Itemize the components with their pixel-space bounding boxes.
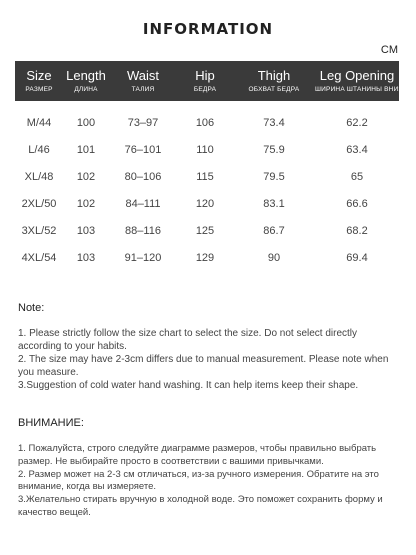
header-length-sublabel: ДЛИНА	[74, 86, 98, 93]
cell-thigh: 83.1	[263, 198, 285, 210]
cell-size: XL/48	[24, 171, 54, 183]
header-leg-opening-sublabel: ШИРИНА ШТАНИНЫ ВНИЗУ	[315, 86, 407, 93]
header-hip	[177, 61, 233, 101]
cell-leg-opening: 68.2	[346, 225, 368, 237]
note-body	[18, 327, 402, 392]
header-thigh-label: Thigh	[257, 68, 291, 83]
note-heading: Note:	[18, 302, 45, 314]
header-thigh-sublabel: ОБХВАТ БЕДРА	[248, 86, 300, 93]
page-title: INFORMATION	[142, 20, 274, 38]
header-length	[63, 61, 109, 101]
header-waist-label: Waist	[126, 68, 160, 83]
cell-waist: 84–111	[125, 198, 161, 210]
cell-length: 103	[76, 225, 96, 237]
cell-length: 103	[76, 252, 96, 264]
header-leg-opening-label: Leg Opening	[319, 68, 395, 83]
cell-length: 102	[76, 171, 96, 183]
table-row	[15, 142, 399, 169]
size-table-body	[15, 115, 399, 277]
cell-hip: 115	[196, 171, 214, 183]
note-item: 3.Suggestion of cold water hand washing. It can help items keep their shape.	[18, 380, 359, 391]
warning-heading: ВНИМАНИЕ:	[18, 417, 84, 429]
cell-leg-opening: 69.4	[346, 252, 368, 264]
header-hip-sublabel: БЕДРА	[193, 86, 217, 93]
cell-waist: 91–120	[124, 252, 162, 264]
cell-size: M/44	[26, 117, 52, 129]
cell-hip: 125	[195, 225, 215, 237]
cell-waist: 73–97	[127, 117, 159, 129]
table-row	[15, 169, 399, 196]
table-row	[15, 223, 399, 250]
header-size-sublabel: РАЗМЕР	[25, 86, 53, 93]
warning-item: 3.Желательно стирать вручную в холодной воде. Это поможет сохранить форму и качество вещей.	[18, 494, 383, 518]
header-length-label: Length	[66, 68, 106, 83]
cell-hip: 110	[196, 144, 214, 156]
cell-thigh: 86.7	[263, 225, 285, 237]
cell-leg-opening: 62.2	[346, 117, 368, 129]
warning-item: 1. Пожалуйста, строго следуйте диаграмме размеров, чтобы правильно выбрать размер. Не выбирайте просто в соответствии с вашими привычками.	[18, 443, 377, 467]
cell-leg-opening: 66.6	[346, 198, 368, 210]
table-row	[15, 196, 399, 223]
warning-body	[18, 443, 402, 520]
cell-size: 3XL/52	[21, 225, 57, 237]
cell-hip: 120	[195, 198, 215, 210]
cell-length: 101	[76, 144, 96, 156]
table-row	[15, 115, 399, 142]
header-hip-label: Hip	[195, 68, 215, 83]
size-table-header	[15, 61, 407, 101]
unit-label: CM	[380, 44, 398, 56]
cell-size: 2XL/50	[21, 198, 57, 210]
cell-waist: 76–101	[124, 144, 162, 156]
cell-hip: 106	[195, 117, 215, 129]
note-item: 2. The size may have 2-3cm differs due to manual measurement. Please note when you measure.	[18, 354, 389, 378]
cell-thigh: 75.9	[263, 144, 285, 156]
cell-size: 4XL/54	[21, 252, 57, 264]
cell-length: 102	[76, 198, 96, 210]
cell-thigh: 73.4	[263, 117, 285, 129]
cell-length: 100	[76, 117, 96, 129]
header-waist	[109, 61, 177, 101]
cell-leg-opening: 63.4	[346, 144, 368, 156]
cell-waist: 88–116	[125, 225, 161, 237]
header-leg-opening	[315, 61, 407, 101]
table-row	[15, 250, 399, 277]
header-size	[15, 61, 63, 101]
cell-hip: 129	[195, 252, 215, 264]
warning-item: 2. Размер может на 2-3 см отличаться, из-за ручного измерения. Обратите на это внимание, когда вы измеряете.	[18, 468, 379, 493]
cell-leg-opening: 65	[350, 171, 364, 183]
header-waist-sublabel: ТАЛИЯ	[131, 86, 155, 93]
cell-thigh: 79.5	[263, 171, 285, 183]
header-thigh	[233, 61, 315, 101]
note-item: 1. Please strictly follow the size chart to select the size. Do not select directly according to your habits.	[18, 328, 358, 352]
header-size-label: Size	[26, 68, 52, 83]
cell-size: L/46	[28, 144, 50, 156]
cell-thigh: 90	[267, 252, 281, 264]
cell-waist: 80–106	[124, 171, 162, 183]
